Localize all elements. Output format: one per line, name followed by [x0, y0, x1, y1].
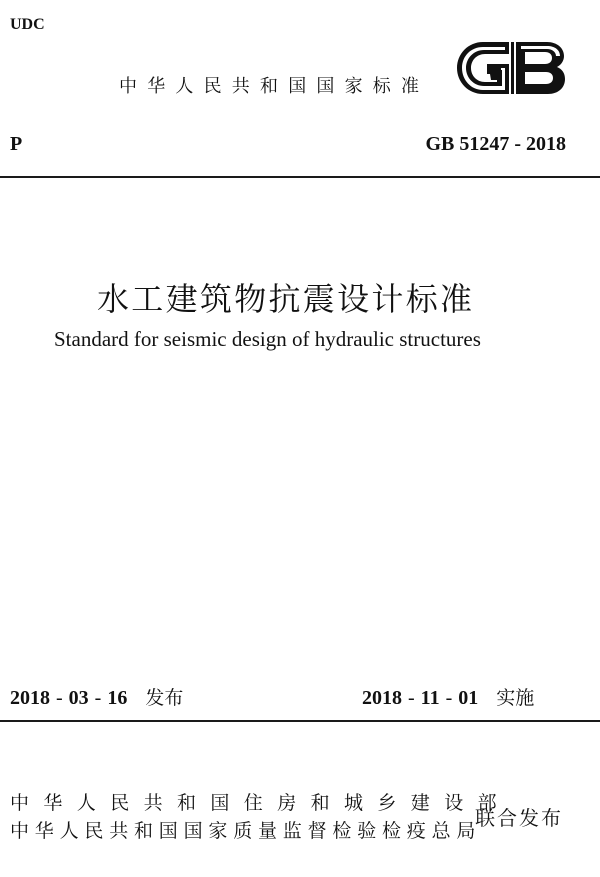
joint-issue-label: 联合发布: [475, 806, 563, 830]
issue-month: 03: [68, 687, 89, 709]
standard-code: GB 51247 - 2018: [425, 133, 566, 155]
implementation-label: 实施: [496, 687, 535, 709]
bottom-divider: [0, 720, 600, 722]
impl-day: 01: [458, 687, 479, 709]
impl-year: 2018: [362, 687, 402, 709]
issuer-quality-supervision: 中华人民共和国国家质量监督检验检疫总局: [10, 820, 482, 842]
udc-label: UDC: [10, 16, 45, 33]
classification-category: P: [10, 133, 23, 155]
impl-month: 11: [420, 687, 440, 709]
date-separator: -: [56, 687, 63, 709]
implementation-date: [362, 683, 534, 710]
issue-date: [10, 683, 183, 710]
top-divider: [0, 176, 600, 178]
issue-year: 2018: [10, 687, 50, 709]
date-separator: -: [445, 687, 453, 709]
date-separator: -: [408, 687, 415, 709]
gb-logo-icon: [455, 40, 567, 96]
title-english: Standard for seismic design of hydraulic structures: [54, 327, 481, 351]
issue-label: 发布: [145, 687, 184, 709]
issue-day: 16: [107, 687, 128, 709]
issuer-ministry-housing: 中华人民共和国住房和城乡建设部: [10, 792, 512, 814]
title-chinese: 水工建筑物抗震设计标准: [97, 280, 475, 318]
national-standard-heading: 中华人民共和国国家标准: [119, 76, 430, 97]
date-separator: -: [94, 687, 102, 709]
